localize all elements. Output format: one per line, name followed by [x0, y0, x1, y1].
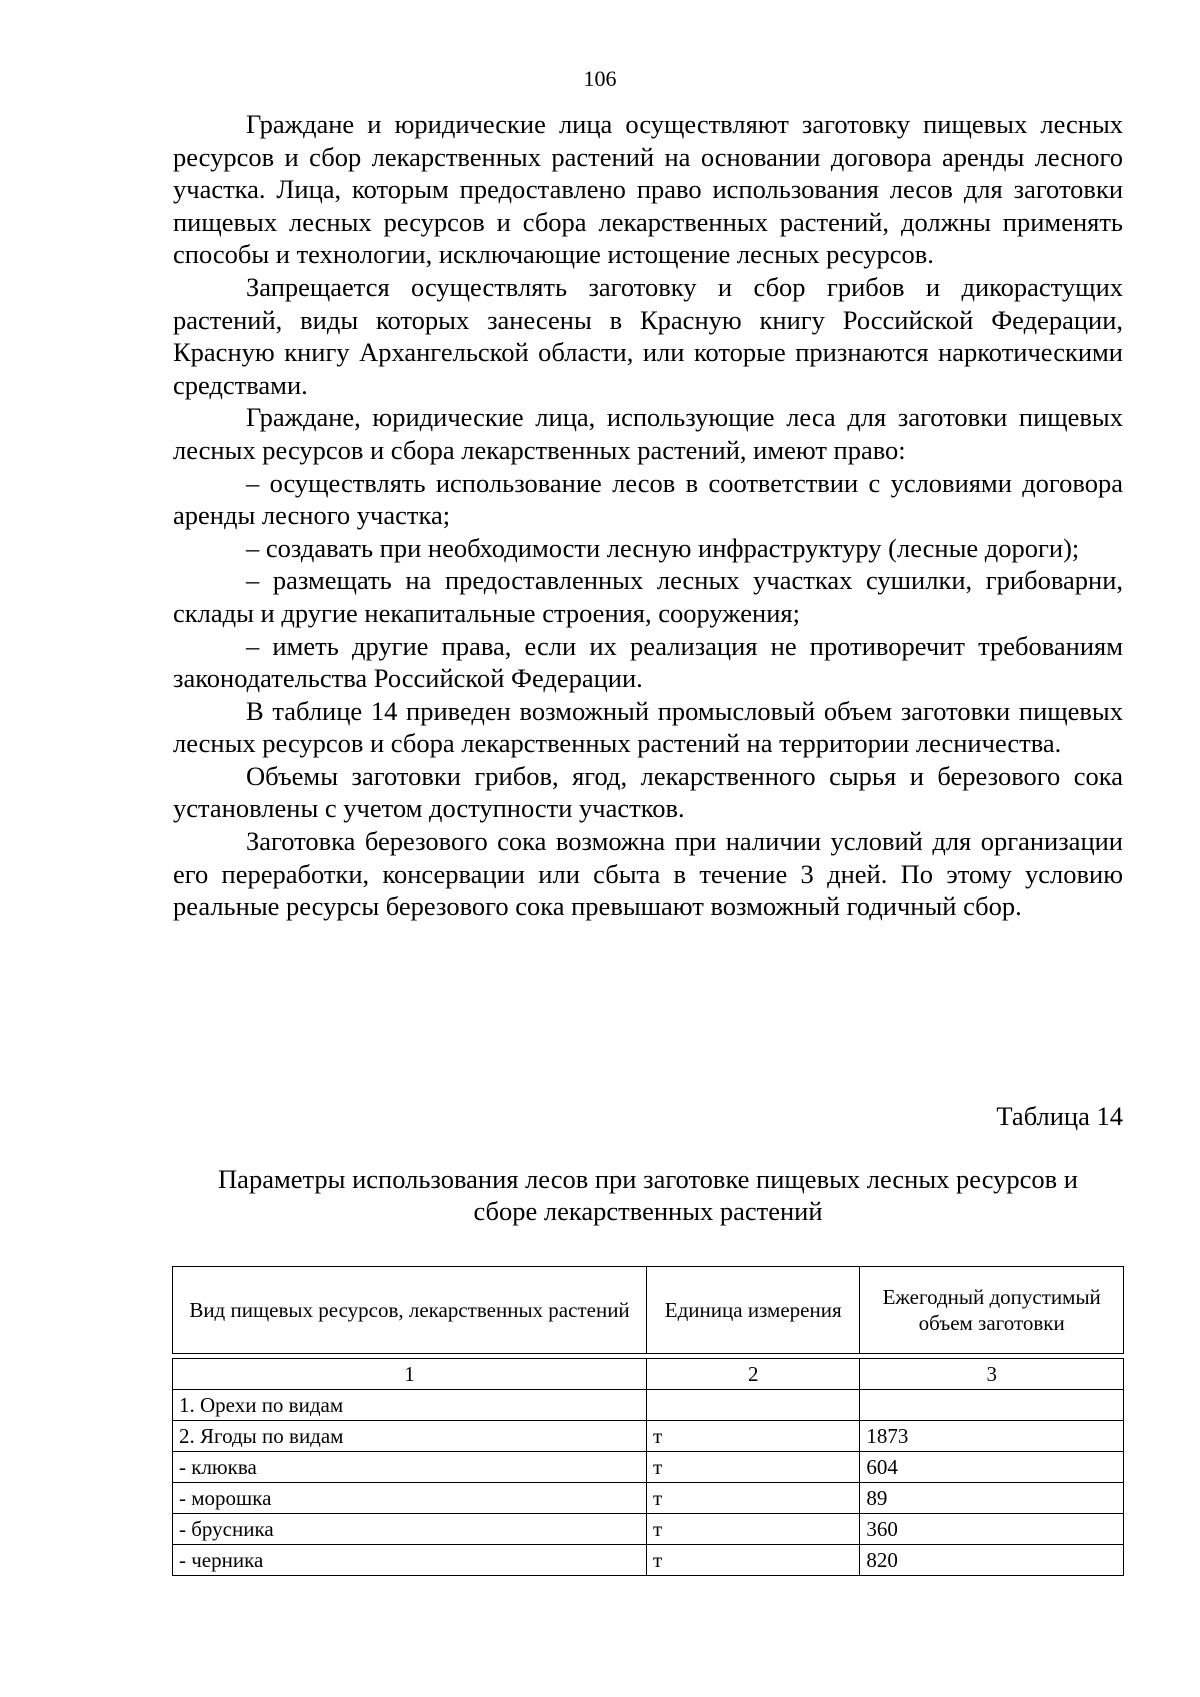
resource-name: - черника [173, 1545, 647, 1576]
volume-cell: 820 [860, 1545, 1124, 1576]
table-row [173, 1452, 1124, 1483]
table-row [173, 1483, 1124, 1514]
volume-cell: 89 [860, 1483, 1124, 1514]
unit-cell [646, 1390, 859, 1421]
unit-cell: т [646, 1421, 859, 1452]
unit-cell: т [646, 1514, 859, 1545]
table-title-line: сборе лекарственных растений [473, 1196, 823, 1226]
table-row [173, 1390, 1124, 1421]
list-item: – создавать при необходимости лесную инфраструктуру (лесные дороги); [246, 532, 1080, 563]
list-item: – осуществлять использование лесов в соответствии с условиями договора аренды лесного участка; [173, 467, 1123, 531]
table-header-row [173, 1267, 1124, 1354]
paragraph: Объемы заготовки грибов, ягод, лекарственного сырья и березового сока установлены с учетом доступности участков. [173, 760, 1123, 824]
page-number: 106 [583, 66, 617, 91]
list-item: – размещать на предоставленных лесных участках сушилки, грибоварни, склады и другие некапитальные строения, сооружения; [173, 565, 1123, 628]
header-annual-volume: Ежегодный допустимый объем заготовки [860, 1267, 1124, 1354]
paragraph: Граждане и юридические лица осуществляют заготовку пищевых лесных ресурсов и сбор лекарственных растений на основании договора аренды лесного участка. Лица, которым предоставлено право использования лесов для заготовки пищевых лесных ресурсов и сбора лекарственных растений, должны применять способы и технологии, исключающие истощение лесных ресурсов. [173, 109, 1123, 270]
resource-name: - брусника [173, 1514, 647, 1545]
unit-cell: т [646, 1483, 859, 1514]
body-text [173, 108, 1123, 923]
volume-cell [860, 1390, 1124, 1421]
volume-cell: 604 [860, 1452, 1124, 1483]
resource-name: - морошка [173, 1483, 647, 1514]
header-resource-type: Вид пищевых ресурсов, лекарственных растений [173, 1267, 647, 1354]
volume-cell: 360 [860, 1514, 1124, 1545]
list-item: – иметь другие права, если их реализация не противоречит требованиям законодательства Российской Федерации. [173, 630, 1123, 694]
header-unit: Единица измерения [646, 1267, 859, 1354]
table-title-line: Параметры использования лесов при заготовке пищевых лесных ресурсов и [218, 1164, 1078, 1194]
table-row [173, 1514, 1124, 1545]
column-number: 3 [860, 1359, 1124, 1390]
volume-cell: 1873 [860, 1421, 1124, 1452]
resource-name: 1. Орехи по видам [173, 1390, 647, 1421]
column-number: 1 [173, 1359, 647, 1390]
paragraph: Запрещается осуществлять заготовку и сбор грибов и дикорастущих растений, виды которых занесены в Красную книгу Российской Федерации, Красную книгу Архангельской области, или которые признаются наркотическими средствами. [173, 271, 1123, 400]
resource-name: 2. Ягоды по видам [173, 1421, 647, 1452]
table-title [173, 1163, 1123, 1227]
resource-name: - клюква [173, 1452, 647, 1483]
resource-table [172, 1266, 1124, 1576]
unit-cell: т [646, 1545, 859, 1576]
table-label: Таблица 14 [996, 1101, 1123, 1131]
paragraph: Заготовка березового сока возможна при наличии условий для организации его переработки, консервации или сбыта в течение 3 дней. По этому условию реальные ресурсы березового сока превышают возможный годичный сбор. [173, 826, 1123, 922]
column-number: 2 [646, 1359, 859, 1390]
paragraph: Граждане, юридические лица, использующие леса для заготовки пищевых лесных ресурсов и сбора лекарственных растений, имеют право: [173, 402, 1123, 465]
table-row [173, 1545, 1124, 1576]
unit-cell: т [646, 1452, 859, 1483]
table-row [173, 1421, 1124, 1452]
paragraph: В таблице 14 приведен возможный промысловый объем заготовки пищевых лесных ресурсов и сбора лекарственных растений на территории лесничества. [173, 695, 1123, 759]
column-number-row [173, 1359, 1124, 1390]
